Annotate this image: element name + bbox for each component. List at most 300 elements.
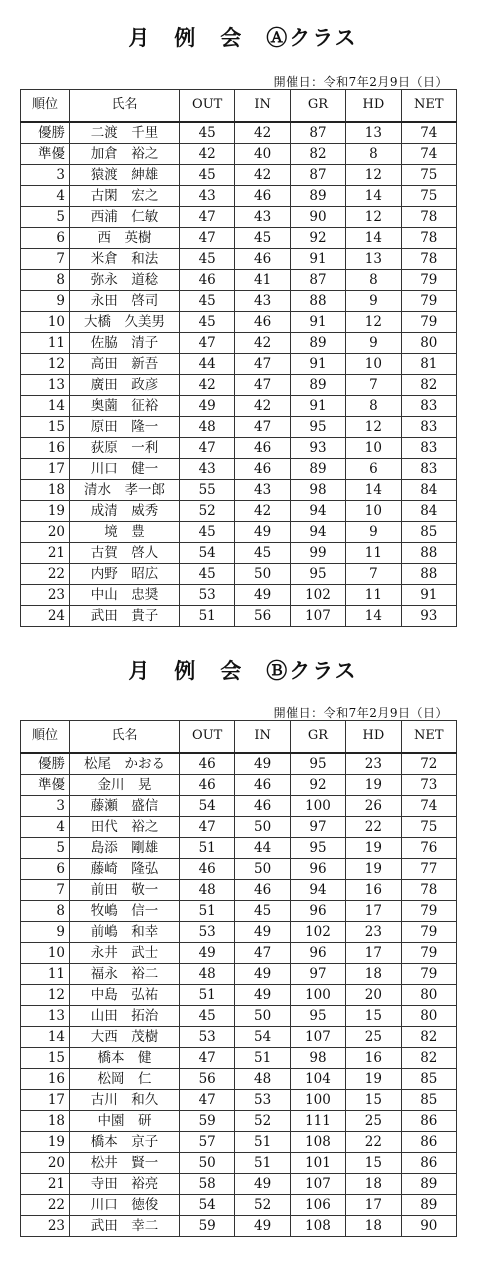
table-header-row <box>21 721 457 753</box>
table-row <box>21 479 457 500</box>
cell-in: 49 <box>235 521 290 542</box>
cell-rank: 7 <box>21 248 70 269</box>
cell-gr: 91 <box>290 311 345 332</box>
cell-rank: 優勝 <box>21 753 70 775</box>
cell-rank: 8 <box>21 900 70 921</box>
table-row <box>21 1152 457 1173</box>
cell-gr: 89 <box>290 332 345 353</box>
cell-net: 78 <box>401 206 456 227</box>
header-out: OUT <box>180 90 235 122</box>
cell-hd: 12 <box>346 416 401 437</box>
cell-in: 46 <box>235 185 290 206</box>
cell-in: 49 <box>235 921 290 942</box>
cell-out: 46 <box>180 753 235 775</box>
cell-gr: 94 <box>290 500 345 521</box>
cell-net: 82 <box>401 374 456 395</box>
table-row <box>21 584 457 605</box>
cell-rank: 10 <box>21 942 70 963</box>
cell-out: 48 <box>180 879 235 900</box>
cell-in: 46 <box>235 458 290 479</box>
cell-hd: 10 <box>346 353 401 374</box>
class-a-date: 開催日：令和7年2月9日（日） <box>273 75 448 89</box>
cell-in: 42 <box>235 122 290 144</box>
cell-out: 47 <box>180 437 235 458</box>
cell-in: 50 <box>235 858 290 879</box>
cell-name: 弥永 道稔 <box>70 269 180 290</box>
cell-rank: 4 <box>21 185 70 206</box>
cell-rank: 20 <box>21 1152 70 1173</box>
table-row <box>21 521 457 542</box>
cell-name: 中園 研 <box>70 1110 180 1131</box>
cell-in: 51 <box>235 1047 290 1068</box>
cell-out: 47 <box>180 332 235 353</box>
cell-out: 46 <box>180 774 235 795</box>
cell-rank: 24 <box>21 605 70 626</box>
cell-net: 78 <box>401 227 456 248</box>
cell-net: 91 <box>401 584 456 605</box>
cell-rank: 12 <box>21 353 70 374</box>
cell-net: 88 <box>401 542 456 563</box>
cell-in: 46 <box>235 437 290 458</box>
table-row <box>21 1068 457 1089</box>
cell-name: 大西 茂樹 <box>70 1026 180 1047</box>
cell-name: 藤崎 隆弘 <box>70 858 180 879</box>
cell-out: 51 <box>180 900 235 921</box>
cell-out: 45 <box>180 248 235 269</box>
table-row <box>21 1215 457 1236</box>
cell-net: 88 <box>401 563 456 584</box>
cell-gr: 106 <box>290 1194 345 1215</box>
cell-rank: 5 <box>21 206 70 227</box>
cell-in: 46 <box>235 879 290 900</box>
table-row <box>21 395 457 416</box>
cell-in: 42 <box>235 164 290 185</box>
cell-name: 前嶋 和幸 <box>70 921 180 942</box>
cell-hd: 22 <box>346 816 401 837</box>
table-row <box>21 879 457 900</box>
cell-in: 45 <box>235 227 290 248</box>
cell-hd: 15 <box>346 1152 401 1173</box>
cell-rank: 8 <box>21 269 70 290</box>
cell-hd: 12 <box>346 164 401 185</box>
cell-net: 83 <box>401 395 456 416</box>
cell-in: 49 <box>235 584 290 605</box>
cell-net: 82 <box>401 1026 456 1047</box>
cell-rank: 23 <box>21 1215 70 1236</box>
cell-in: 41 <box>235 269 290 290</box>
cell-name: 廣田 政彦 <box>70 374 180 395</box>
cell-name: 牧嶋 信一 <box>70 900 180 921</box>
cell-net: 89 <box>401 1173 456 1194</box>
cell-out: 44 <box>180 353 235 374</box>
cell-in: 47 <box>235 416 290 437</box>
cell-in: 46 <box>235 311 290 332</box>
cell-out: 53 <box>180 1026 235 1047</box>
table-row <box>21 921 457 942</box>
cell-name: 永田 啓司 <box>70 290 180 311</box>
cell-net: 90 <box>401 1215 456 1236</box>
cell-gr: 97 <box>290 816 345 837</box>
cell-hd: 23 <box>346 921 401 942</box>
cell-net: 82 <box>401 1047 456 1068</box>
cell-hd: 10 <box>346 437 401 458</box>
cell-hd: 14 <box>346 605 401 626</box>
cell-hd: 10 <box>346 500 401 521</box>
header-gr: GR <box>290 90 345 122</box>
cell-hd: 17 <box>346 942 401 963</box>
cell-in: 50 <box>235 1005 290 1026</box>
cell-net: 73 <box>401 774 456 795</box>
cell-net: 84 <box>401 479 456 500</box>
cell-in: 47 <box>235 374 290 395</box>
cell-name: 寺田 裕亮 <box>70 1173 180 1194</box>
cell-net: 75 <box>401 816 456 837</box>
table-row <box>21 753 457 775</box>
cell-in: 42 <box>235 500 290 521</box>
table-row <box>21 1194 457 1215</box>
cell-net: 83 <box>401 458 456 479</box>
cell-gr: 98 <box>290 479 345 500</box>
cell-gr: 89 <box>290 374 345 395</box>
cell-gr: 87 <box>290 122 345 144</box>
class-a-title: 月 例 会 Ⓐクラス <box>128 25 358 50</box>
table-row <box>21 353 457 374</box>
cell-in: 49 <box>235 1215 290 1236</box>
class-a-results-table <box>20 89 457 627</box>
cell-in: 51 <box>235 1131 290 1152</box>
cell-rank: 4 <box>21 816 70 837</box>
cell-out: 59 <box>180 1215 235 1236</box>
table-row <box>21 1005 457 1026</box>
cell-in: 52 <box>235 1110 290 1131</box>
cell-name: 中島 弘祐 <box>70 984 180 1005</box>
cell-rank: 13 <box>21 374 70 395</box>
cell-rank: 6 <box>21 227 70 248</box>
cell-out: 42 <box>180 143 235 164</box>
header-rank: 順位 <box>21 90 70 122</box>
cell-name: 中山 忠奨 <box>70 584 180 605</box>
cell-in: 56 <box>235 605 290 626</box>
cell-in: 50 <box>235 816 290 837</box>
table-row <box>21 858 457 879</box>
cell-hd: 14 <box>346 227 401 248</box>
cell-hd: 18 <box>346 1215 401 1236</box>
table-row <box>21 311 457 332</box>
cell-out: 47 <box>180 227 235 248</box>
cell-net: 89 <box>401 1194 456 1215</box>
cell-out: 51 <box>180 605 235 626</box>
cell-rank: 準優 <box>21 143 70 164</box>
cell-gr: 95 <box>290 753 345 775</box>
cell-out: 46 <box>180 269 235 290</box>
cell-net: 75 <box>401 164 456 185</box>
cell-hd: 20 <box>346 984 401 1005</box>
cell-gr: 89 <box>290 458 345 479</box>
cell-in: 46 <box>235 795 290 816</box>
cell-net: 85 <box>401 1068 456 1089</box>
cell-hd: 25 <box>346 1110 401 1131</box>
cell-hd: 13 <box>346 248 401 269</box>
cell-rank: 19 <box>21 1131 70 1152</box>
cell-in: 47 <box>235 353 290 374</box>
cell-rank: 18 <box>21 479 70 500</box>
cell-hd: 26 <box>346 795 401 816</box>
cell-hd: 19 <box>346 858 401 879</box>
cell-net: 84 <box>401 500 456 521</box>
header-hd: HD <box>346 721 401 753</box>
cell-hd: 7 <box>346 563 401 584</box>
cell-out: 45 <box>180 311 235 332</box>
header-out: OUT <box>180 721 235 753</box>
header-net: NET <box>401 90 456 122</box>
cell-gr: 91 <box>290 395 345 416</box>
cell-out: 47 <box>180 816 235 837</box>
cell-rank: 11 <box>21 963 70 984</box>
cell-name: 福永 裕二 <box>70 963 180 984</box>
cell-net: 74 <box>401 143 456 164</box>
cell-hd: 18 <box>346 963 401 984</box>
table-row <box>21 984 457 1005</box>
cell-name: 武田 幸二 <box>70 1215 180 1236</box>
cell-name: 古川 和久 <box>70 1089 180 1110</box>
cell-rank: 18 <box>21 1110 70 1131</box>
cell-net: 86 <box>401 1152 456 1173</box>
cell-name: 田代 裕之 <box>70 816 180 837</box>
cell-hd: 25 <box>346 1026 401 1047</box>
cell-net: 85 <box>401 521 456 542</box>
cell-name: 橋本 京子 <box>70 1131 180 1152</box>
cell-net: 80 <box>401 984 456 1005</box>
header-in: IN <box>235 90 290 122</box>
header-name: 氏名 <box>70 721 180 753</box>
cell-gr: 87 <box>290 164 345 185</box>
cell-name: 藤瀬 盛信 <box>70 795 180 816</box>
table-row <box>21 248 457 269</box>
cell-in: 45 <box>235 900 290 921</box>
class-b-date: 開催日：令和7年2月9日（日） <box>273 706 448 720</box>
cell-hd: 12 <box>346 311 401 332</box>
cell-net: 79 <box>401 900 456 921</box>
cell-rank: 22 <box>21 1194 70 1215</box>
cell-name: 橋本 健 <box>70 1047 180 1068</box>
cell-hd: 6 <box>346 458 401 479</box>
table-row <box>21 1089 457 1110</box>
cell-name: 金川 晃 <box>70 774 180 795</box>
cell-in: 40 <box>235 143 290 164</box>
cell-out: 45 <box>180 521 235 542</box>
cell-out: 58 <box>180 1173 235 1194</box>
table-row <box>21 437 457 458</box>
cell-name: 内野 昭広 <box>70 563 180 584</box>
cell-gr: 107 <box>290 1026 345 1047</box>
cell-gr: 91 <box>290 248 345 269</box>
cell-hd: 17 <box>346 900 401 921</box>
table-row <box>21 458 457 479</box>
cell-rank: 16 <box>21 437 70 458</box>
cell-net: 79 <box>401 942 456 963</box>
cell-gr: 100 <box>290 795 345 816</box>
cell-rank: 23 <box>21 584 70 605</box>
cell-name: 高田 新吾 <box>70 353 180 374</box>
table-row <box>21 563 457 584</box>
cell-net: 79 <box>401 963 456 984</box>
cell-gr: 100 <box>290 1089 345 1110</box>
cell-out: 53 <box>180 921 235 942</box>
table-row <box>21 605 457 626</box>
cell-out: 47 <box>180 1089 235 1110</box>
cell-in: 54 <box>235 1026 290 1047</box>
cell-name: 永井 武士 <box>70 942 180 963</box>
cell-gr: 87 <box>290 269 345 290</box>
cell-net: 72 <box>401 753 456 775</box>
cell-rank: 3 <box>21 795 70 816</box>
cell-net: 75 <box>401 185 456 206</box>
cell-in: 42 <box>235 395 290 416</box>
header-in: IN <box>235 721 290 753</box>
cell-net: 93 <box>401 605 456 626</box>
cell-in: 43 <box>235 290 290 311</box>
cell-name: 松岡 仁 <box>70 1068 180 1089</box>
cell-hd: 14 <box>346 479 401 500</box>
cell-out: 45 <box>180 563 235 584</box>
cell-net: 83 <box>401 416 456 437</box>
cell-out: 52 <box>180 500 235 521</box>
cell-gr: 96 <box>290 858 345 879</box>
table-row <box>21 837 457 858</box>
table-row <box>21 269 457 290</box>
cell-name: 清水 孝一郎 <box>70 479 180 500</box>
cell-out: 54 <box>180 542 235 563</box>
cell-out: 43 <box>180 458 235 479</box>
table-row <box>21 290 457 311</box>
cell-gr: 88 <box>290 290 345 311</box>
cell-rank: 12 <box>21 984 70 1005</box>
cell-rank: 15 <box>21 416 70 437</box>
cell-hd: 15 <box>346 1005 401 1026</box>
cell-rank: 16 <box>21 1068 70 1089</box>
cell-hd: 8 <box>346 269 401 290</box>
cell-in: 53 <box>235 1089 290 1110</box>
cell-rank: 20 <box>21 521 70 542</box>
cell-net: 79 <box>401 269 456 290</box>
cell-out: 48 <box>180 416 235 437</box>
cell-out: 55 <box>180 479 235 500</box>
table-row <box>21 374 457 395</box>
cell-net: 79 <box>401 290 456 311</box>
cell-out: 51 <box>180 837 235 858</box>
table-row <box>21 1047 457 1068</box>
cell-gr: 92 <box>290 227 345 248</box>
cell-hd: 9 <box>346 290 401 311</box>
cell-in: 49 <box>235 1173 290 1194</box>
header-net: NET <box>401 721 456 753</box>
cell-rank: 優勝 <box>21 122 70 144</box>
cell-out: 50 <box>180 1152 235 1173</box>
cell-hd: 22 <box>346 1131 401 1152</box>
cell-out: 48 <box>180 963 235 984</box>
cell-out: 47 <box>180 1047 235 1068</box>
cell-in: 49 <box>235 963 290 984</box>
cell-out: 47 <box>180 206 235 227</box>
cell-gr: 95 <box>290 837 345 858</box>
cell-net: 86 <box>401 1131 456 1152</box>
cell-rank: 22 <box>21 563 70 584</box>
cell-hd: 9 <box>346 521 401 542</box>
cell-name: 佐脇 清子 <box>70 332 180 353</box>
cell-rank: 10 <box>21 311 70 332</box>
cell-name: 松尾 かおる <box>70 753 180 775</box>
cell-hd: 23 <box>346 753 401 775</box>
cell-rank: 14 <box>21 395 70 416</box>
table-row <box>21 1131 457 1152</box>
cell-gr: 94 <box>290 879 345 900</box>
class-a-table-body <box>21 122 457 627</box>
cell-gr: 107 <box>290 605 345 626</box>
cell-in: 49 <box>235 753 290 775</box>
table-row <box>21 795 457 816</box>
cell-out: 51 <box>180 984 235 1005</box>
cell-gr: 102 <box>290 584 345 605</box>
table-row <box>21 963 457 984</box>
cell-name: 奥薗 征裕 <box>70 395 180 416</box>
table-row <box>21 942 457 963</box>
cell-hd: 15 <box>346 1089 401 1110</box>
cell-out: 56 <box>180 1068 235 1089</box>
cell-rank: 5 <box>21 837 70 858</box>
cell-rank: 17 <box>21 458 70 479</box>
cell-net: 80 <box>401 332 456 353</box>
cell-name: 境 豊 <box>70 521 180 542</box>
class-b-results-table <box>20 720 457 1237</box>
cell-hd: 12 <box>346 206 401 227</box>
cell-name: 川口 健一 <box>70 458 180 479</box>
cell-gr: 96 <box>290 942 345 963</box>
cell-net: 79 <box>401 921 456 942</box>
cell-name: 武田 貴子 <box>70 605 180 626</box>
cell-name: 二渡 千里 <box>70 122 180 144</box>
table-row <box>21 542 457 563</box>
cell-hd: 11 <box>346 584 401 605</box>
cell-out: 46 <box>180 858 235 879</box>
cell-rank: 19 <box>21 500 70 521</box>
cell-in: 50 <box>235 563 290 584</box>
cell-rank: 3 <box>21 164 70 185</box>
table-row <box>21 416 457 437</box>
cell-rank: 21 <box>21 542 70 563</box>
cell-hd: 19 <box>346 1068 401 1089</box>
table-row <box>21 164 457 185</box>
cell-in: 51 <box>235 1152 290 1173</box>
cell-out: 45 <box>180 290 235 311</box>
cell-out: 59 <box>180 1110 235 1131</box>
cell-rank: 9 <box>21 290 70 311</box>
header-rank: 順位 <box>21 721 70 753</box>
cell-gr: 95 <box>290 416 345 437</box>
cell-in: 46 <box>235 248 290 269</box>
cell-rank: 準優 <box>21 774 70 795</box>
cell-gr: 82 <box>290 143 345 164</box>
cell-gr: 90 <box>290 206 345 227</box>
cell-net: 83 <box>401 437 456 458</box>
table-row <box>21 185 457 206</box>
cell-rank: 7 <box>21 879 70 900</box>
cell-in: 42 <box>235 332 290 353</box>
cell-gr: 89 <box>290 185 345 206</box>
cell-name: 古賀 啓人 <box>70 542 180 563</box>
cell-in: 48 <box>235 1068 290 1089</box>
cell-gr: 95 <box>290 563 345 584</box>
cell-hd: 16 <box>346 879 401 900</box>
